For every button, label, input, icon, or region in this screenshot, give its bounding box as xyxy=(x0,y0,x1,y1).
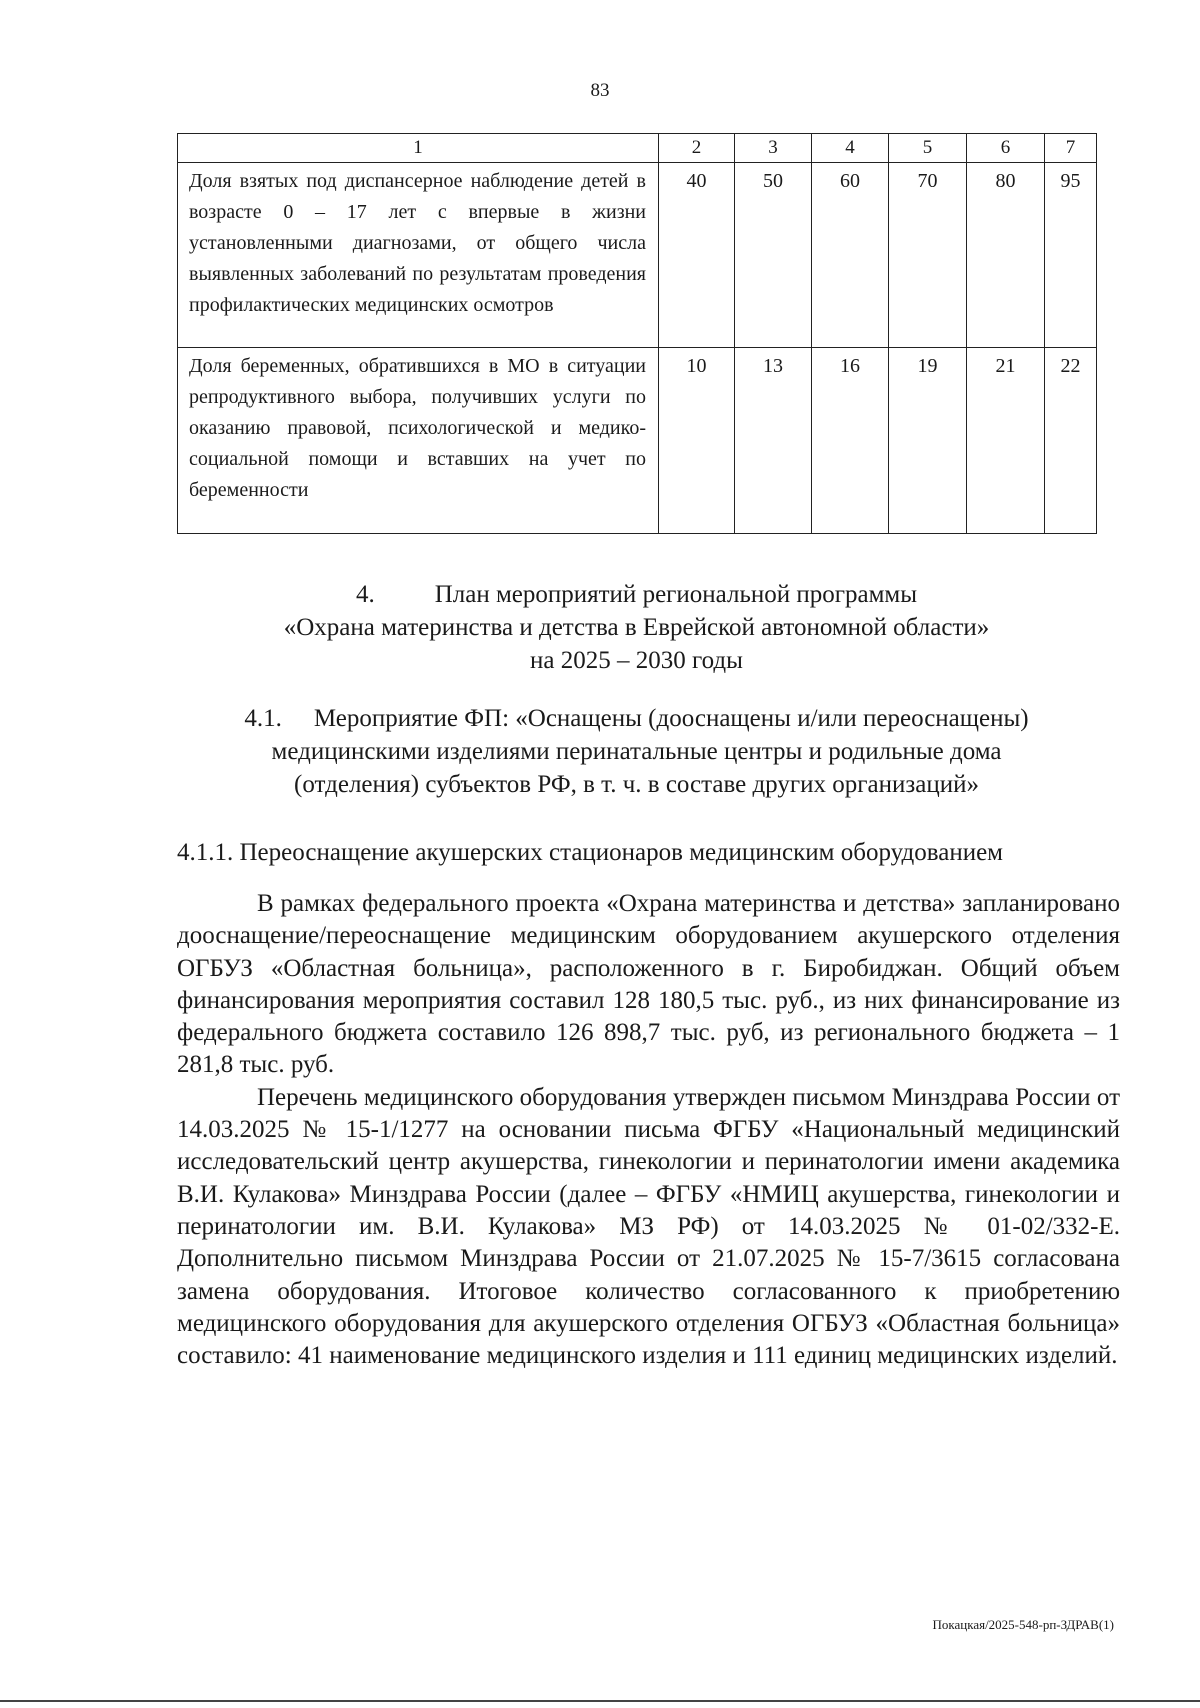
indicator-value: 19 xyxy=(889,348,967,534)
indicator-value: 60 xyxy=(812,163,889,348)
indicator-table xyxy=(177,133,1097,534)
section-4-1-1-heading: 4.1.1. Переоснащение акушерских стационаров медицинским оборудованием xyxy=(177,839,1004,866)
indicator-name: Доля беременных, обратившихся в МО в ситуации репродуктивного выбора, получивших услуги по оказанию правовой, психологической и медико-социальной помощи и вставших на учет по беременности xyxy=(178,348,659,534)
body-text xyxy=(177,888,1120,1372)
indicator-value: 13 xyxy=(735,348,812,534)
table-column-header: 7 xyxy=(1045,134,1097,163)
section-4-1-line-1: 4.1. Мероприятие ФП: «Оснащены (дооснащены и/или переоснащены) xyxy=(177,702,1096,735)
table-header-row xyxy=(178,134,1097,163)
section-4-1-heading xyxy=(177,702,1096,801)
table-column-header: 4 xyxy=(812,134,889,163)
table-column-header: 1 xyxy=(178,134,659,163)
section-4-1-line-3: (отделения) субъектов РФ, в т. ч. в составе других организаций» xyxy=(294,771,979,798)
page-number: 83 xyxy=(590,80,610,101)
section-4-1-number: 4.1. xyxy=(244,705,282,732)
table-row xyxy=(178,163,1097,348)
paragraph: Перечень медицинского оборудования утвержден письмом Минздрава России от 14.03.2025 № 15-1/1277 на основании письма ФГБУ «Национальный медицинский исследовательский центр акушерства, гинекологии и перинатологии имени академика В.И. Кулакова» Минздрава России (далее – ФГБУ «НМИЦ акушерства, гинекологии и перинатологии им. В.И. Кулакова» МЗ РФ) от 14.03.2025 № 01-02/332-Е. Дополнительно письмом Минздрава России от 21.07.2025 № 15-7/3615 согласована замена оборудования. Итоговое количество согласованного к приобретению медицинского оборудования для акушерского отделения ОГБУЗ «Областная больница» составило: 41 наименование медицинского изделия и 111 единиц медицинских изделий. xyxy=(177,1083,1120,1370)
section-4-line-3: на 2025 – 2030 годы xyxy=(530,647,743,674)
indicator-value: 21 xyxy=(967,348,1045,534)
indicator-value: 95 xyxy=(1045,163,1097,348)
indicator-value: 50 xyxy=(735,163,812,348)
indicator-value: 80 xyxy=(967,163,1045,348)
footer-document-code: Покацкая/2025-548-рп-ЗДРАВ(1) xyxy=(932,1617,1114,1632)
indicator-name: Доля взятых под диспансерное наблюдение детей в возрасте 0 – 17 лет с впервые в жизни установленными диагнозами, от общего числа выявленных заболеваний по результатам проведения профилактических медицинских осмотров xyxy=(178,163,659,348)
table-row xyxy=(178,348,1097,534)
section-4-1-line-2: медицинскими изделиями перинатальные центры и родильные дома xyxy=(271,738,1002,765)
section-4-heading xyxy=(177,578,1096,677)
indicator-value: 22 xyxy=(1045,348,1097,534)
indicator-value: 10 xyxy=(659,348,735,534)
indicator-value: 40 xyxy=(659,163,735,348)
bottom-scan-edge xyxy=(0,1700,1200,1702)
paragraph: В рамках федерального проекта «Охрана материнства и детства» запланировано дооснащение/переоснащение медицинским оборудованием акушерского отделения ОГБУЗ «Областная больница», расположенного в г. Биробиджан. Общий объем финансирования мероприятия составил 128 180,5 тыс. руб., из них финансирование из федерального бюджета составило 126 898,7 тыс. руб, из регионального бюджета – 1 281,8 тыс. руб. xyxy=(177,890,1120,1079)
section-4-number: 4. xyxy=(355,581,375,608)
section-4-line-2: «Охрана материнства и детства в Еврейской автономной области» xyxy=(283,614,990,641)
indicator-value: 16 xyxy=(812,348,889,534)
table-column-header: 3 xyxy=(735,134,812,163)
table-column-header: 5 xyxy=(889,134,967,163)
table-column-header: 2 xyxy=(659,134,735,163)
table-column-header: 6 xyxy=(967,134,1045,163)
indicator-value: 70 xyxy=(889,163,967,348)
section-4-line-1: 4. План мероприятий региональной программы xyxy=(177,578,1096,611)
